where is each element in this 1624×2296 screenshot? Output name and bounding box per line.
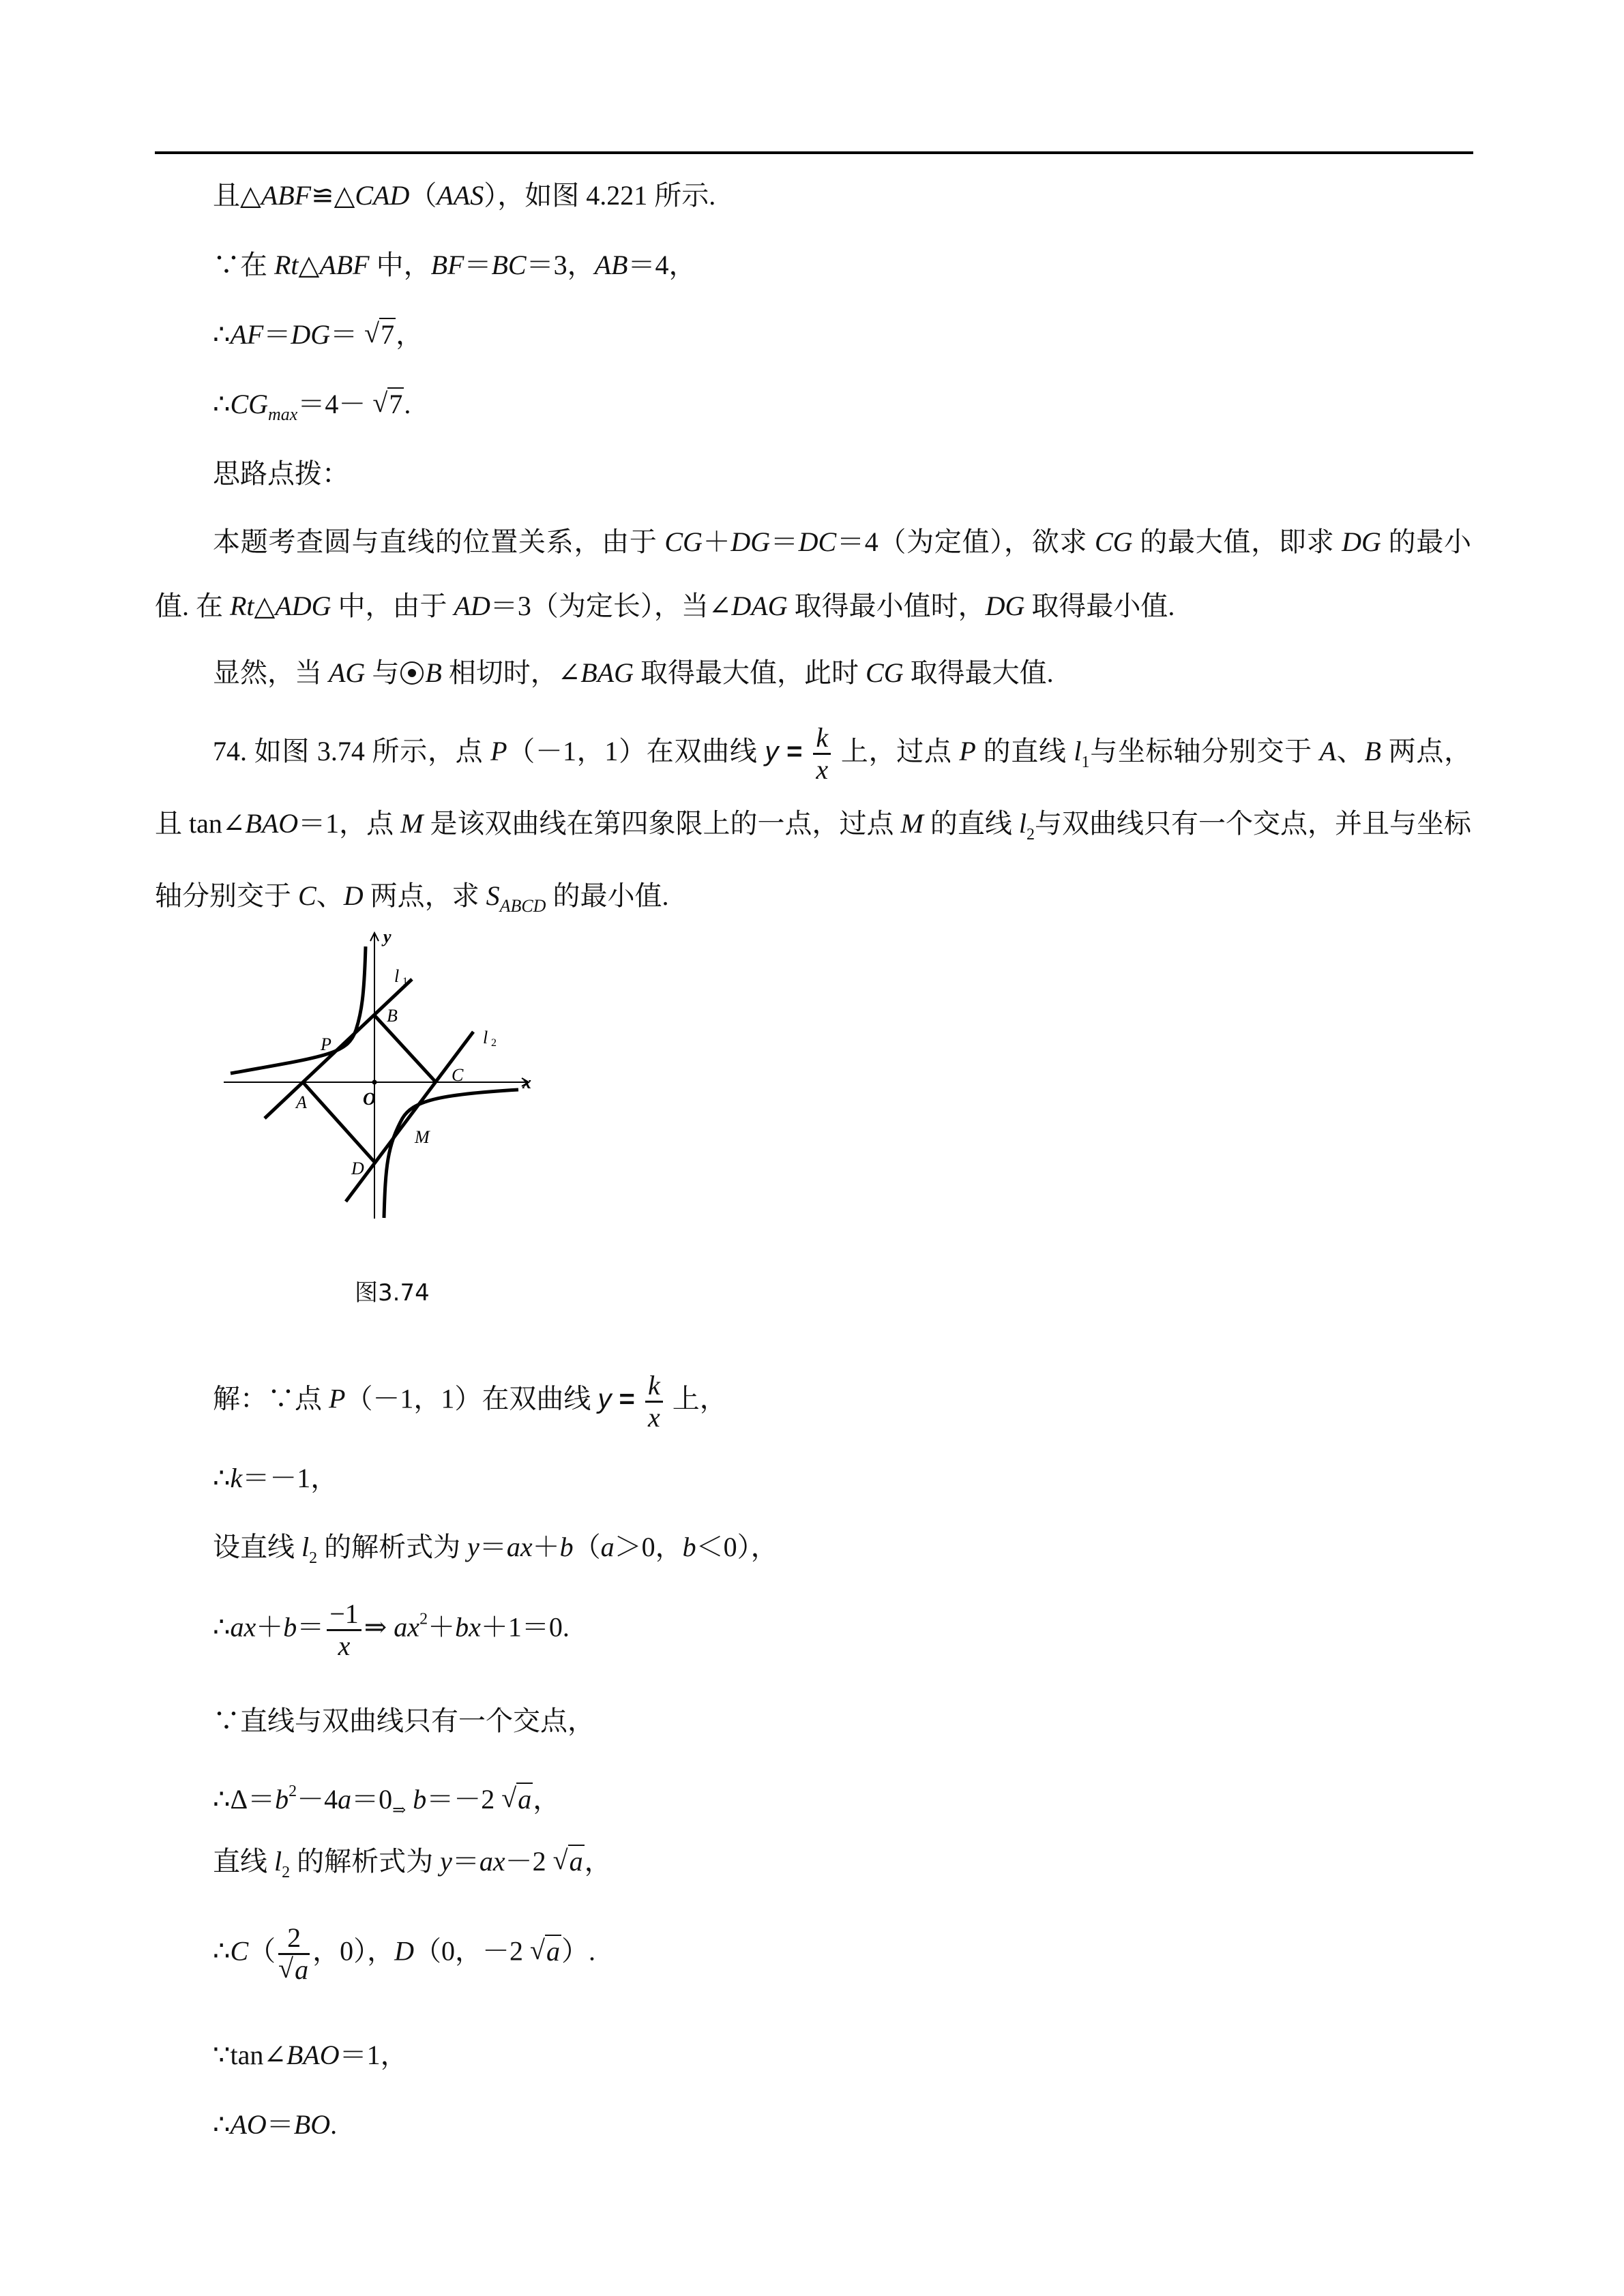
text: 直线 [213,1846,274,1877]
text: 设直线 [213,1532,301,1562]
math-var: CG [866,657,904,688]
subscript: max [268,404,298,424]
text: ＋ [702,526,731,557]
text: 1 [1081,754,1090,771]
math-var: ax [479,1846,505,1877]
text: ∵tan∠ [213,2040,286,2070]
solution-line-7 [213,1845,612,1889]
text: ， [584,1846,612,1877]
text: 相切时，∠ [441,657,581,688]
text: 显然，当 [213,657,329,688]
text: ∴ [213,1611,231,1643]
text: （ [573,1532,601,1562]
math-var: DG [730,526,771,557]
fraction-neg1-over-x [327,1599,361,1661]
text: ），如图 4.221 所示. [484,180,716,211]
text: a [295,1954,309,1985]
math-var: DAG [731,591,788,621]
text: 且△ [213,180,261,211]
label-l2: l [483,1028,488,1047]
math-var: D [394,1935,415,1967]
text: △ [298,250,320,280]
math-var: P [329,1383,346,1414]
math-var: l [301,1532,310,1562]
label-l1: l [394,966,400,986]
label-b: B [387,1006,398,1026]
text: 本题考查圆与直线的位置关系，由于 [213,526,665,557]
text: 上，过点 [833,736,960,766]
math-var: DC [798,526,837,557]
text: k [813,723,831,755]
text: ＋ [428,1611,456,1643]
fraction-2-over-sqrt-a [278,1923,310,1985]
text: a [518,1784,532,1815]
math-var: a [600,1532,615,1562]
hint-paragraph-1 [155,510,1471,638]
math-var: y [467,1532,479,1562]
text: ＝1， [339,2040,408,2070]
origin-point [372,1080,377,1084]
math-var: ADG [275,591,331,621]
solution-line-9 [213,2039,408,2072]
text: . [404,389,411,419]
text: 取得最大值. [903,657,1054,688]
math-var: l [1074,736,1082,766]
math-var: ABF [319,250,370,280]
text: ＝－2 [426,1784,502,1815]
segment-bc [374,1015,436,1082]
fraction-k-over-x [645,1371,663,1433]
text: ＋ [256,1611,284,1643]
text: ∴ [213,1935,231,1967]
text-line-af-dg [213,318,423,351]
solution-line-6 [213,1775,560,1827]
text: −1 [327,1599,361,1631]
text: ＋1＝0. [480,1611,570,1643]
text: 、 [1336,736,1365,766]
text: ＝ [452,1846,479,1877]
text: 思路点拨： [213,458,349,489]
text-line-congruence [213,179,715,212]
text-line-rt-triangle [213,249,696,282]
text: = [778,736,811,766]
text: = [611,1384,643,1414]
header-rule [155,151,1473,154]
text: ＝ [297,1611,325,1643]
sqrt [530,1935,561,1968]
text: ，0）， [312,1935,395,1967]
text: 的直线 [975,736,1074,766]
text: ∴ [213,2109,231,2140]
math-var: CG [1094,526,1133,557]
text: （－1，1）在双曲线 [507,736,765,766]
fraction-k-over-x [813,723,831,785]
radicand: 7 [389,389,403,419]
solution-line-10 [213,2108,337,2141]
text: 上， [665,1383,727,1414]
text: ＞0， [614,1532,683,1562]
text: ＝4， [628,250,696,280]
math-var: A [1319,736,1337,766]
text: 的最大值，即求 [1132,526,1342,557]
text: x [816,754,829,786]
math-var: BAO [286,2040,340,2070]
text: ＝ [330,319,365,350]
math-var: AO [230,2109,267,2140]
text: （ [248,1935,276,1967]
text: －2 [505,1846,553,1877]
math-var: Rt [230,591,254,621]
text: ＝4（为定值），欲求 [836,526,1095,557]
solution-line-2 [213,1462,338,1495]
math-var: P [959,736,976,766]
text: ＋ [532,1532,560,1562]
figure-hyperbola-diagram [205,914,580,1309]
text: ＝ [770,526,799,557]
text: 中， [369,250,431,280]
math-var: AB [594,250,628,280]
text: ∴ [213,1463,231,1493]
text: ＝ [479,1532,507,1562]
line-l1 [265,979,412,1118]
solution-line-3 [213,1531,778,1575]
text: 2 [289,1783,297,1800]
math-var: AAS [437,180,484,211]
math-var: l [1018,808,1027,839]
hyperbola-branch-q4 [384,1090,518,1218]
text: ⇒ [364,1611,394,1643]
label-x: x [522,1073,531,1092]
text: ∴Δ＝ [213,1784,276,1815]
math-var: ax [230,1611,256,1643]
text: ＝3， [526,250,595,280]
text: ＜0）， [696,1532,778,1562]
text: 与 [365,657,400,688]
label-a: A [296,1092,307,1112]
text: 、 [316,880,344,911]
text: 的解析式为 [317,1532,468,1562]
solution-line-8 [213,1923,595,1985]
circle-dot-icon [400,661,424,685]
sqrt [553,1845,585,1878]
text: 与双曲线只有一个交点，并且 [1035,808,1390,839]
sqrt [501,1783,533,1816]
text: 取得最小值. [1024,591,1175,621]
text: ＝4－ [297,389,373,419]
math-var: a [338,1784,352,1815]
math-var: CAD [355,180,410,211]
math-var: l [274,1846,282,1877]
text: ∴ [213,319,231,350]
math-var: BO [293,2109,331,2140]
math-var: B [1364,736,1381,766]
text: ∵在 [213,250,274,280]
math-var: BAG [580,657,634,688]
text: 2 [1027,826,1035,844]
label-m: M [415,1127,430,1147]
math-var: AG [329,657,366,688]
line-l2 [346,1032,473,1202]
math-var: b [275,1784,289,1815]
text: 的解析式为 [290,1846,441,1877]
math-var: M [400,808,424,839]
text: －4 [297,1784,338,1815]
text: 与坐标轴分别交于 [1089,736,1320,766]
text-line-cg-max [213,388,411,431]
radicand: 7 [381,319,395,350]
text: ∵直线与双曲线只有一个交点， [213,1705,595,1736]
math-var: b [682,1532,696,1562]
text: 2 [419,1610,428,1628]
math-var: k [230,1463,243,1493]
hint-paragraph-2 [213,657,1054,689]
math-var: Rt [274,250,299,280]
math-var: AD [454,591,490,621]
text: （ [409,180,437,211]
text: a [546,1935,561,1967]
text: x [648,1402,660,1433]
problem-74-statement [155,721,1471,937]
math-var: y [440,1846,452,1877]
sqrt [372,388,404,421]
sqrt [364,318,396,351]
text: ⇒ [392,1802,407,1819]
label-o: O [363,1089,376,1109]
solution-line-1 [213,1371,727,1433]
math-var: y [597,1384,612,1414]
text: ）. [561,1935,596,1967]
text: △ [254,591,276,621]
math-var: M [900,808,924,839]
label-y: y [383,927,392,946]
math-var: ax [394,1611,420,1643]
math-var: b [283,1611,297,1643]
text: ＝ [464,250,492,280]
text: ＝0 [351,1784,393,1815]
label-p: P [321,1034,331,1054]
text: . [330,2109,338,2140]
text: 取得最大值，此时 [634,657,866,688]
label-d: D [351,1159,364,1178]
label-l2-sub: 2 [491,1037,497,1049]
text: 2 [278,1923,310,1955]
text: 与坐标轴分别交于 [155,808,1472,911]
section-heading-hint [213,458,349,490]
hyperbola-branch-q2 [231,946,366,1073]
math-var: C [230,1935,249,1967]
math-var: BC [491,250,527,280]
text: ABCD [499,896,546,916]
math-var: BF [430,250,464,280]
text: 解：∵点 [213,1383,329,1414]
math-var: C [298,880,316,911]
text: x [338,1630,351,1661]
text: ＝1，点 [298,808,401,839]
text: 且 tan∠ [155,808,246,839]
text: 74. 如图 3.74 所示，点 [213,736,491,766]
text: 的最小值. 在 [155,526,1472,621]
text: 的直线 [923,808,1019,839]
math-var: ax [506,1532,533,1562]
text: a [569,1846,583,1877]
math-var: D [343,880,364,911]
text: ∴ [213,389,231,419]
figure-caption: 图3.74 [355,1279,430,1307]
math-var: B [425,657,442,688]
text: k [645,1371,663,1403]
text: ， [396,319,424,350]
math-var: b [413,1784,427,1815]
text: 两点， [1381,736,1472,766]
text: 的最小值. [546,880,669,911]
math-var: DG [1342,526,1381,557]
math-var: BAO [245,808,299,839]
math-var: bx [455,1611,481,1643]
label-l1-sub: 1 [402,976,408,987]
text: 两点，求 [363,880,486,911]
text: 2 [309,1549,318,1567]
text: 2 [282,1864,291,1881]
text: ＝ [266,2109,294,2140]
math-var: DG [985,591,1025,621]
math-var: DG [291,319,331,350]
text: ＝－1， [242,1463,338,1493]
text: 是该双曲线在第四象限上的一点，过点 [423,808,901,839]
math-var: P [490,736,507,766]
text: ＝ [263,319,291,350]
math-var: AF [230,319,264,350]
text [406,1784,413,1815]
math-var: S [486,880,500,911]
math-var: ABF [261,180,312,211]
label-c: C [452,1065,464,1085]
text: （－1，1）在双曲线 [345,1383,598,1414]
math-var: y [765,736,779,766]
text: 中，由于 [331,591,454,621]
text: 取得最小值时， [787,591,986,621]
math-var: CG [664,526,703,557]
text: ≌△ [311,180,355,211]
math-var: CG [230,389,269,419]
solution-line-5 [213,1705,595,1738]
solution-line-4 [213,1599,570,1661]
math-var: b [559,1532,574,1562]
text: （0，－2 [414,1935,531,1967]
text: ＝3（为定长），当∠ [490,591,732,621]
text: ， [533,1784,561,1815]
